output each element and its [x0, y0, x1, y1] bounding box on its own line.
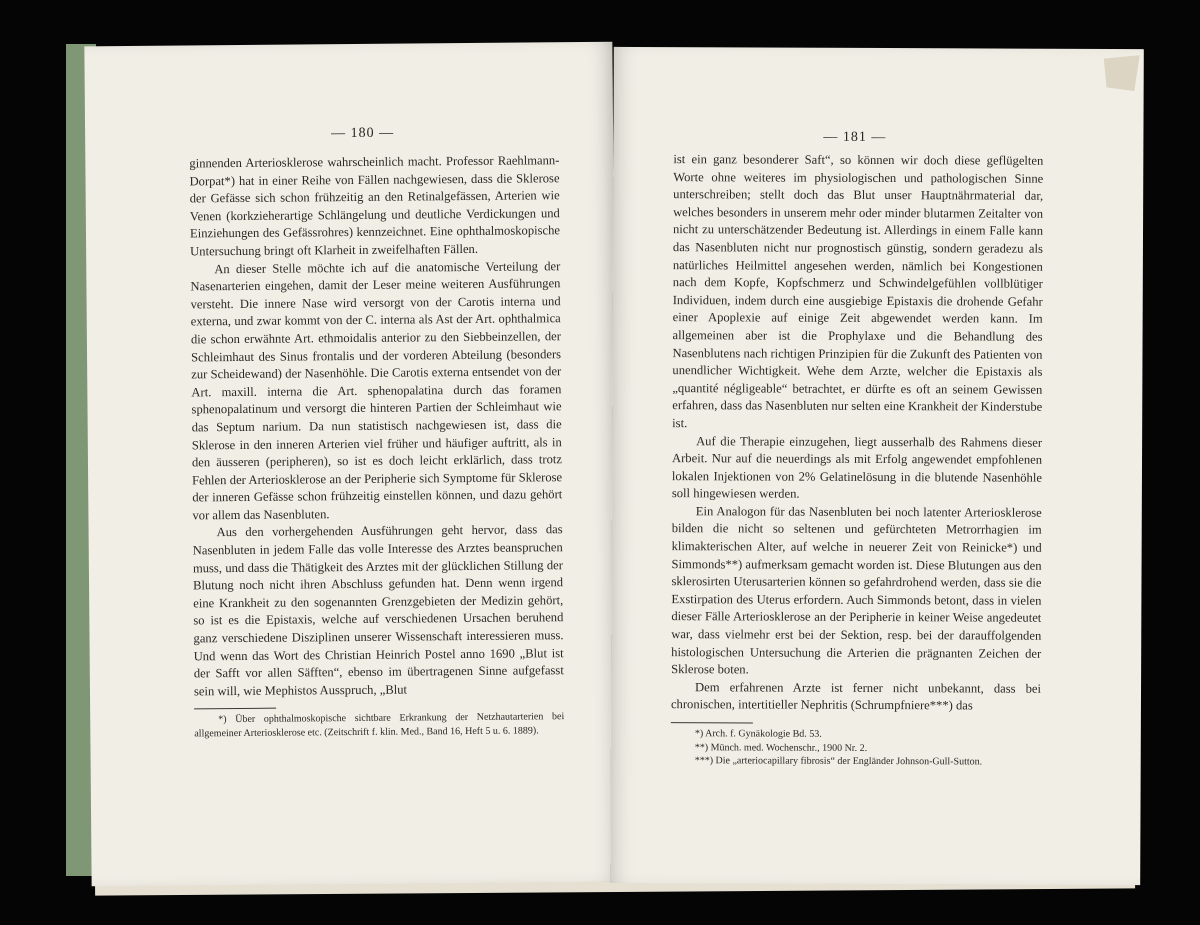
page-number-right: — 181 — — [823, 129, 887, 146]
right-page — [610, 47, 1144, 885]
torn-corner — [1104, 55, 1140, 91]
footnote: *) Über ophthalmoskopische sichtbare Erkrankung der Netzhautarterien bei allgemeiner Arteriosklerose etc. (Zeitschrift f. klin. Med., Band 16, Heft 5 u. 6. 1889). — [194, 711, 565, 740]
right-paragraph: ist ein ganz besonderer Saft“, so können wir doch diese geflügelten Worte ohne weiteres im physiologischen und pathologischen Sinne unterschreiben; stellt doch das Blut unser Hauptnährmaterial dar, welches besonders in unserem mehr oder minder blutarmen Zeitalter von nicht zu unterschätzender Bedeutung ist. Allerdings in einem Falle kann das Nasenbluten nicht nur prognostisch günstig, sondern geradezu als natürliches Heilmittel angesehen werden, nämlich bei Kongestionen nach dem Kopfe, Kopfschmerz und Schwindelgefühlen vollblütiger Individuen, indem durch eine ausgiebige Epistaxis die drohende Gefahr einer Apoplexie auf einige Zeit abgewendet werden kann. Im allgemeinen aber ist die Prophylaxe und die Behandlung des Nasenblutens nach richtigen Prinzipien für die Zukunft des Patienten von unendlicher Wichtigkeit. Wehe dem Arzte, welcher die Epistaxis als „quantité négligeable“ betrachtet, er dürfte es oft an seinem Gewissen erfahren, dass das Nasenbluten nur selten eine Krankheit der Kinderstube ist. — [672, 152, 1044, 431]
left-paragraph: An dieser Stelle möchte ich auf die anatomische Verteilung der Nasenarterien eingehen, damit der Leser meine weiteren Ausführungen versteht. Die innere Nase wird versorgt von der Carotis interna und externa, und zwar kommt von der C. interna als Ast der Art. ophthalmica die schon erwähnte Art. ethmoidalis anterior zu den Siebbeinzellen, der Schleimhaut des Sinus frontalis und der vorderen Abteilung (besonders zur Scheidewand) der Nasenhöhle. Die Carotis externa entsendet von der Art. maxill. interna die Art. sphenopalatina durch das foramen sphenopalatinum und versorgt die hinteren Partien der Schleimhaut wie das Septum narium. Da nun statistisch nachgewiesen ist, dass die Sklerose in den inneren Arterien viel früher und häufiger auftritt, als in den äusseren (peripheren), so ist es doch leicht erklärlich, dass trotz Fehlen der Arteriosklerose an der Peripherie sich Symptome für Sklerose der inneren Gefässe schon frühzeitig einstellen können, und dazu gehört vor allem das Nasenbluten. — [190, 258, 563, 523]
left-paragraph: ginnenden Arteriosklerose wahrscheinlich macht. Professor Raehlmann-Dorpat*) hat in einer Reihe von Fällen nachgewiesen, dass die Sklerose der Gefässe sich schon frühzeitig an den Retinalgefässen, Arterien wie Venen (korkzieherartige Schlängelung und deutliche Verdickungen und Einziehungen des Gefässrohres) kennzeichnet. Eine ophthalmoskopische Untersuchung bringt oft Klarheit in zweifelhaften Fällen. — [189, 153, 561, 259]
footnote: **) Münch. med. Wochenschr., 1900 Nr. 2. — [694, 741, 868, 754]
footnote-rule — [671, 722, 753, 723]
left-footnotes — [194, 711, 564, 741]
left-page — [84, 42, 619, 887]
footnote-rule — [194, 708, 276, 710]
footnote: ***) Die „arteriocapillary fibrosis“ der Engländer Johnson-Gull-Sutton. — [694, 755, 983, 768]
left-page-body — [189, 152, 564, 741]
right-page-body — [671, 151, 1044, 769]
right-paragraph: Auf die Therapie einzugehen, liegt ausserhalb des Rahmens dieser Arbeit. Nur auf die neuerdings als mit Erfolg angewendet empfohlenen lokalen Injektionen von 2% Gelatinelösung in die blutende Nasenhöhle soll hingewiesen werden. — [671, 433, 1043, 501]
footnote: *) Arch. f. Gynäkologie Bd. 53. — [694, 728, 822, 740]
right-footnotes — [671, 727, 1041, 769]
left-paragraph: Aus den vorhergehenden Ausführungen geht hervor, dass das Nasenbluten in jedem Falle das volle Interesse des Arztes beanspruchen muss, und dass die Thätigkeit des Arztes mit der glücklichen Stillung der Blutung noch nicht ihren Abschluss gefunden hat. Denn wenn irgend eine Krankheit zu den sogenannten Grenzgebieten der Medizin gehört, so ist es die Epistaxis, welche auf verschiedenen Ursachen beruhend ganz verschiedene Disziplinen unserer Wissenschaft interessieren muss. Und wenn das Wort des Christian Heinrich Postel anno 1690 „Blut ist der Safft vor allen Säfften“, ebenso im übertragenen Sinne aufgefasst sein will, wie Mephistos Ausspruch, „Blut — [192, 522, 564, 699]
right-paragraph: Dem erfahrenen Arzte ist ferner nicht unbekannt, dass bei chronischen, intertitieller Nephritis (Schrumpfniere***) das — [670, 680, 1042, 713]
right-paragraph: Ein Analogon für das Nasenbluten bei noch latenter Arteriosklerose bilden die nicht so seltenen und gefürchteten Metrorrhagien im klimakterischen Alter, auf welche in neuerer Zeit von Reinicke*) und Simmonds**) aufmerksam gemacht worden ist. Diese Blutungen aus den sklerosirten Uterusarterien können so gefahrdrohend werden, dass sie die Exstirpation des Uterus erfordern. Auch Simmonds betont, dass in vielen dieser Fälle Arteriosklerose an der Peripherie in keiner Weise angedeutet war, dass vielmehr erst bei der Sektion, resp. bei der darauffolgenden histologischen Untersuchung die Arterien die prägnanten Zeichen der Sklerose boten. — [671, 504, 1042, 677]
page-number-left: — 180 — — [331, 125, 395, 142]
